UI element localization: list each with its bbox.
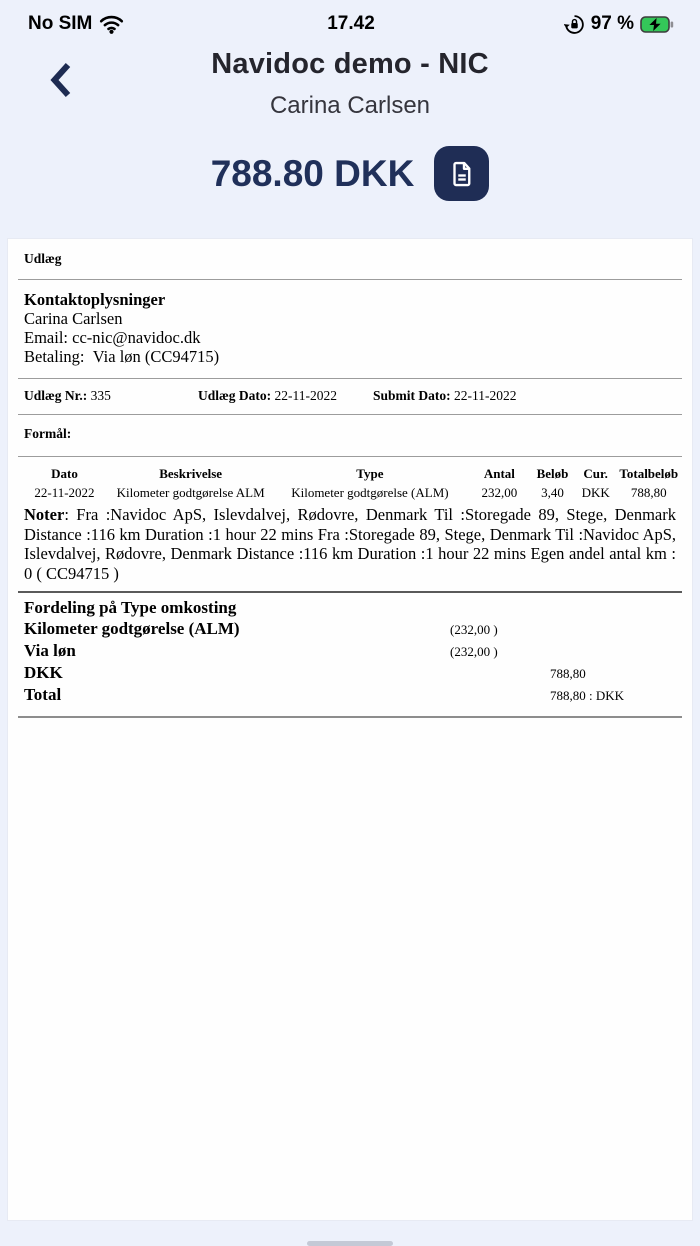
chevron-left-icon [48,61,73,99]
document-icon [447,159,477,189]
table-header-row [18,465,682,485]
col-header-dato: Dato [51,466,78,481]
amount-row [0,146,700,201]
expense-document [7,238,693,1221]
col-header-cur: Cur. [583,466,608,481]
col-header-antal: Antal [483,466,515,481]
summary-row: Kilometer godtgørelse (ALM) (232,00 ) [24,619,498,638]
cell-type: Kilometer godtgørelse (ALM) [291,485,449,500]
doc-type-label: Udlæg [24,251,62,266]
meta-row [18,379,682,414]
battery-percent-label: 97 % [590,13,634,34]
battery-charging-icon [640,16,674,33]
purpose-label: Formål: [24,426,72,441]
col-header-beskrivelse: Beskrivelse [159,466,223,481]
col-header-type: Type [356,466,384,481]
expense-table [18,465,682,503]
contact-payment: Via løn (CC94715) [92,347,220,366]
expense-number: Udlæg Nr.: 335 [24,388,111,403]
summary-row: DKK 788,80 [24,663,586,682]
status-bar [0,0,700,42]
contact-name: Carina Carlsen [24,309,123,328]
summary-row: Via løn (232,00 ) [24,641,498,660]
total-amount: 788.80 DKK [210,152,415,194]
summary-section [18,593,682,716]
rotation-lock-icon [564,14,585,35]
expense-date: Udlæg Dato: 22-11-2022 [198,388,337,403]
summary-heading: Fordeling på Type omkosting [24,598,237,617]
summary-row: Total 788,80 : DKK [24,685,625,704]
wifi-icon [99,15,124,34]
cell-antal: 232,00 [481,485,518,500]
divider [18,716,682,718]
cell-belob: 3,40 [541,485,564,500]
contact-email-line: Email: cc-nic@navidoc.dk [24,328,201,347]
submit-date: Submit Dato: 22-11-2022 [373,388,517,403]
divider [18,456,682,457]
cell-beskrivelse: Kilometer godtgørelse ALM [116,485,265,500]
table-row [18,485,682,503]
carrier-label: No SIM [28,13,93,34]
back-button[interactable] [38,56,82,104]
col-header-totalbelob: Totalbeløb [619,466,679,481]
view-document-button[interactable] [434,146,489,201]
page-subtitle: Carina Carlsen [269,92,431,119]
contact-section [18,280,682,378]
cell-totalbelob: 788,80 [630,485,667,500]
clock: 17.42 [327,13,375,34]
notes-text: : Fra :Navidoc ApS, Islevdalvej, Rødovre, Denmark Til :Storegade 89, Stege, Denmark Distance :116 km Duration :1 hour 22 mins Fra :Storegade 89, Stege, Denmark Til :Navidoc ApS, Islevdalvej, Rødovre, Denmark Distance :116 km Duration :1 hour 22 mins Egen andel antal km : 0 ( CC94715 ) [24,505,676,583]
contact-payment-line: Betaling: Via løn (CC94715) [24,347,220,366]
contact-email: cc-nic@navidoc.dk [72,328,201,347]
nav-header [0,48,700,120]
notes-paragraph [18,503,682,591]
contact-heading: Kontaktoplysninger [24,290,166,309]
col-header-belob: Beløb [536,466,569,481]
page-title: Navidoc demo - NIC [211,48,489,80]
cell-dato: 22-11-2022 [34,485,95,500]
cell-cur: DKK [581,485,610,500]
notes-label: Noter [24,505,65,524]
